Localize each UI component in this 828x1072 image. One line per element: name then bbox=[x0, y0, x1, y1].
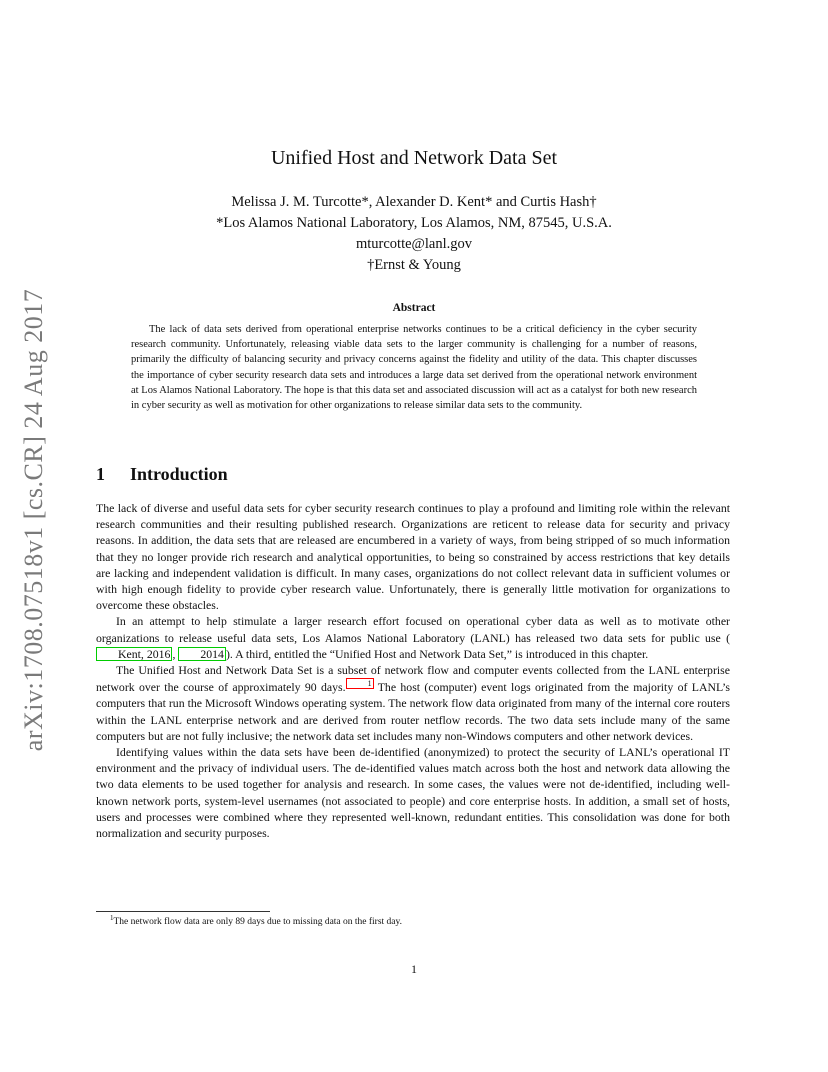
section-heading bbox=[96, 464, 228, 485]
affiliation-lanl: *Los Alamos National Laboratory, Los Alamos, NM, 87545, U.S.A. bbox=[216, 215, 612, 231]
paragraph-text: ). A third, entitled the “Unified Host and Network Data Set,” is introduced in this chapter. bbox=[225, 646, 649, 661]
paragraph: The lack of diverse and useful data sets for cyber security research continues to play a profound and limiting role within the relevant research communities and their resulting published research. Organizations are reticent to release data for security and privacy reasons. In addition, the data sets that are released are encumbered in a variety of ways, from being stripped of so much information that they no longer provide rich research and analytical opportunities, to being so constrained by access restrictions that key details are lacking and independent validation is difficult. In many cases, organizations do not collect relevant data in sufficient volumes or with high enough fidelity to provide cyber research value. Unfortunately, there is generally little motivation for organizations to overcome these obstacles. bbox=[96, 501, 730, 613]
affiliation-ey: †Ernst & Young bbox=[367, 257, 461, 273]
paragraph bbox=[96, 613, 730, 662]
footnote-rule bbox=[96, 911, 270, 912]
paragraph-text: , bbox=[172, 646, 179, 661]
section-title: Introduction bbox=[130, 464, 228, 484]
paragraph-text: The host (computer) event logs originated from the majority of LANL’s computers that run the Microsoft Windows operating system. The network flow data originated from many of the internal core routers within the LANL enterprise network and are derived from router netflow records. The two data sets include many of the same computers but are not fully inclusive; the network data set includes many non-Windows computers and other network devices. bbox=[96, 680, 730, 743]
citation-link[interactable]: Kent, 2016 bbox=[96, 647, 172, 661]
abstract-heading: Abstract bbox=[392, 302, 436, 314]
author-block bbox=[0, 192, 828, 276]
author-email: mturcotte@lanl.gov bbox=[355, 236, 473, 252]
citation-link[interactable]: 2014 bbox=[178, 647, 226, 661]
paragraph-text: The Unified Host and Network Data Set is a subset of network flow and computer events collected from the LANL enterprise network over the course of approximately 90 days. bbox=[96, 663, 730, 695]
arxiv-stamp: arXiv:1708.07518v1 [cs.CR] 24 Aug 2017 bbox=[19, 288, 48, 752]
author-names: Melissa J. M. Turcotte*, Alexander D. Kent* and Curtis Hash† bbox=[231, 194, 597, 210]
footnote-mark: 1 bbox=[110, 914, 114, 922]
footnote-link[interactable]: 1 bbox=[346, 678, 374, 689]
paragraph: Identifying values within the data sets have been de-identified (anonymized) to protect the security of LANL’s operational IT environment and the privacy of individual users. The de-identified values match across both the host and network data allowing the two data elements to be used together for analysis and research. In some cases, the values were not de-identified, including well-known network ports, system-level usernames (not associated to people) and core enterprise hosts. In addition, a small set of hosts, users and processes were combined where they represented well-known, redundant entities. This consolidation was done for both normalization and security purposes. bbox=[96, 744, 730, 840]
page-number: 1 bbox=[411, 962, 417, 976]
section-body bbox=[96, 500, 730, 841]
paragraph bbox=[96, 662, 730, 744]
paragraph-text: In an attempt to help stimulate a larger research effort focused on operational cyber data as well as to motivate other organizations to release useful data sets, Los Alamos National Laboratory (LANL) has released two data sets for public use ( bbox=[96, 614, 730, 645]
abstract-text: The lack of data sets derived from operational enterprise networks continues to be a critical deficiency in the cyber security research community. Unfortunately, releasing viable data sets to the larger community is challenging for a number of reasons, primarily the difficulty of balancing security and privacy concerns against the fidelity and utility of the data. This chapter discusses the importance of cyber security research data sets and introduces a large data set derived from the operational network environment at Los Alamos National Laboratory. The hope is that this data set and associated discussion will act as a catalyst for both new research in cyber security as well as motivation for other organizations to release similar data sets to the community. bbox=[131, 324, 697, 412]
section-number: 1 bbox=[96, 464, 105, 484]
paper-title: Unified Host and Network Data Set bbox=[270, 147, 558, 169]
footnote-text: The network flow data are only 89 days due to missing data on the first day. bbox=[113, 917, 403, 928]
footnote bbox=[110, 914, 402, 927]
